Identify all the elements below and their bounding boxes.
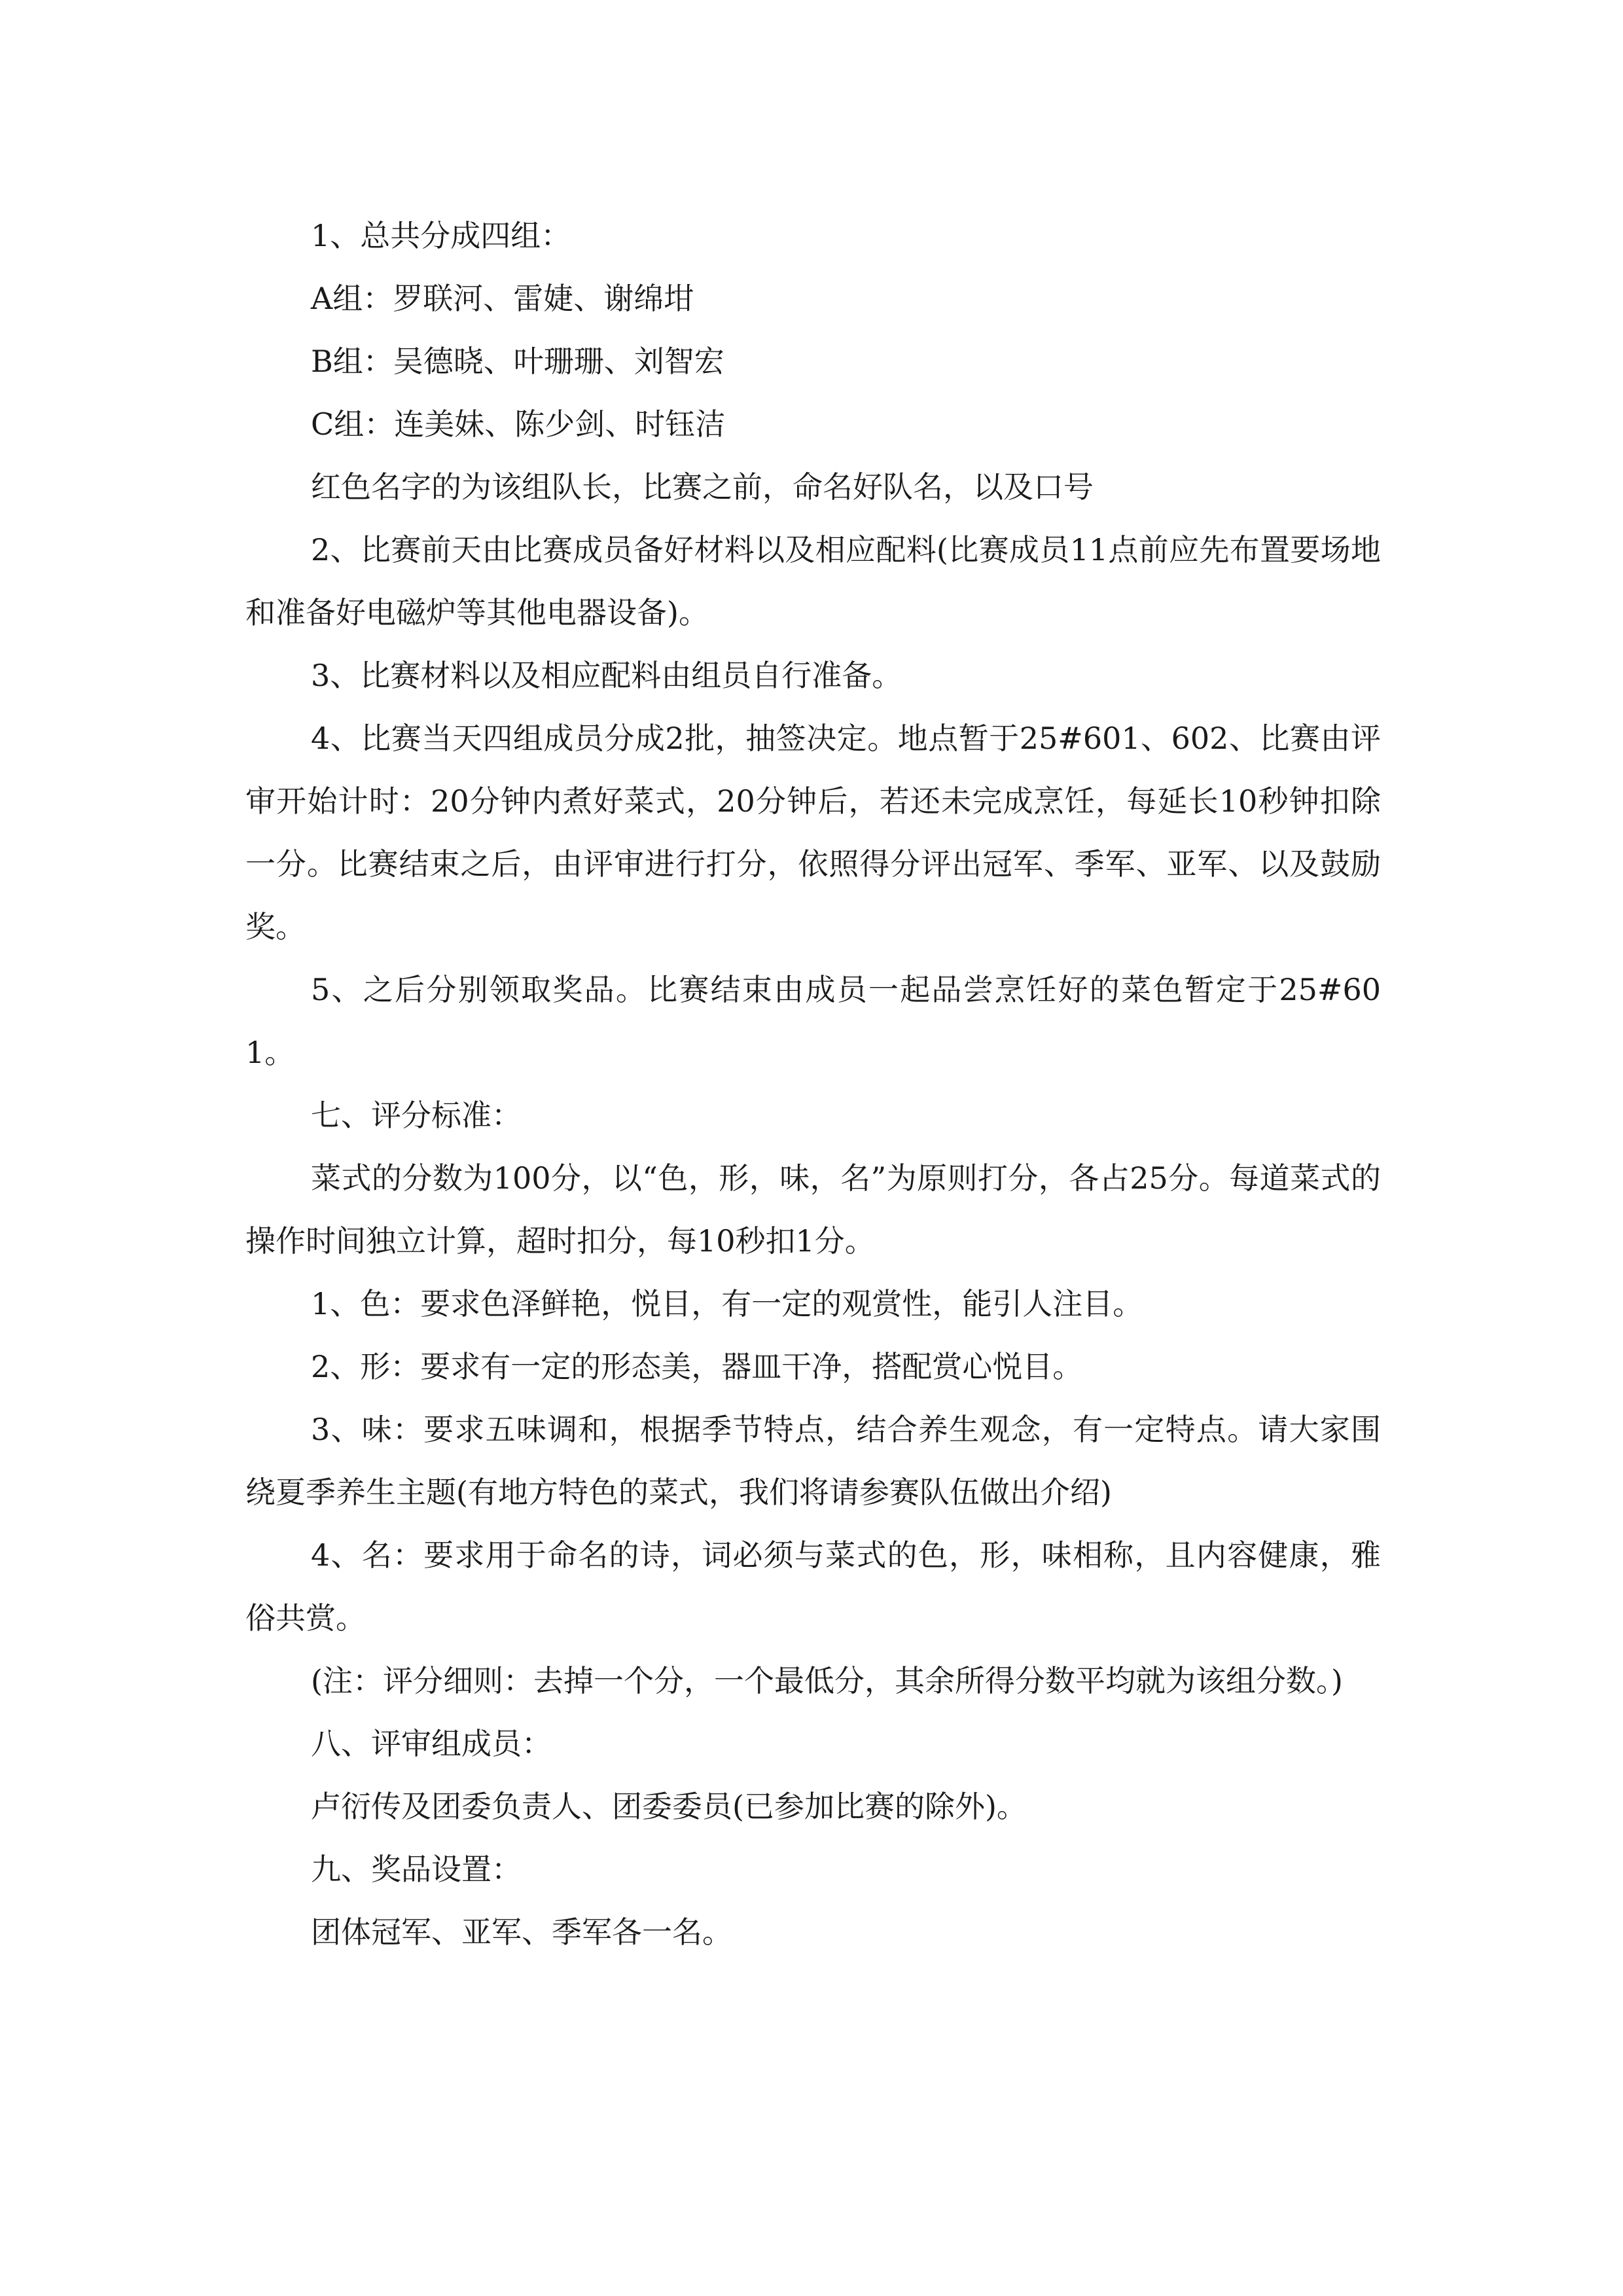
paragraph-captain-note: 红色名字的为该组队长，比赛之前，命名好队名，以及口号 (311, 469, 1094, 505)
paragraph-criterion-color: 1、色：要求色泽鲜艳，悦目，有一定的观赏性，能引人注目。 (311, 1286, 1143, 1321)
heading-judges: 八、评审组成员： (311, 1726, 552, 1761)
paragraph-group-c: C组：连美妹、陈少剑、时钰洁 (311, 406, 726, 442)
paragraph-prizes-list: 团体冠军、亚军、季军各一名。 (311, 1914, 732, 1950)
paragraph-judges-list: 卢衍传及团委负责人、团委委员(已参加比赛的除外)。 (311, 1789, 1027, 1824)
paragraph-criterion-taste: 3、味：要求五味调和，根据季节特点，结合养生观念，有一定特点。请大家围绕夏季养生主题(有地方特色的菜式，我们将请参赛队伍做出介绍) (245, 1412, 1381, 1510)
paragraph-competition-day: 4、比赛当天四组成员分成2批，抽签决定。地点暂于25#601、602、比赛由评审开始计时：20分钟内煮好菜式，20分钟后，若还未完成烹饪，每延长10秒钟扣除一分。比赛结束之后，由评审进行打分，依照得分评出冠军、季军、亚军、以及鼓励奖。 (245, 721, 1381, 944)
paragraph-criterion-name: 4、名：要求用于命名的诗，词必须与菜式的色，形，味相称，且内容健康，雅俗共赏。 (245, 1537, 1381, 1636)
paragraph-score-total: 菜式的分数为100分，以“色，形，味，名”为原则打分，各占25分。每道菜式的操作时间独立计算，超时扣分，每10秒扣1分。 (245, 1160, 1381, 1259)
heading-scoring-standard: 七、评分标准： (311, 1098, 522, 1133)
paragraph-materials-self: 3、比赛材料以及相应配料由组员自行准备。 (311, 658, 902, 693)
paragraph-materials-prep: 2、比赛前天由比赛成员备好材料以及相应配料(比赛成员11点前应先布置要场地和准备好电磁炉等其他电器设备)。 (245, 532, 1381, 630)
heading-prizes: 九、奖品设置： (311, 1852, 522, 1887)
paragraph-group-b: B组：吴德晓、叶珊珊、刘智宏 (311, 344, 724, 379)
document-body (245, 204, 1381, 1964)
paragraph-scoring-note: (注：评分细则：去掉一个分，一个最低分，其余所得分数平均就为该组分数。) (311, 1663, 1343, 1698)
paragraph-criterion-shape: 2、形：要求有一定的形态美，器皿干净，搭配赏心悦目。 (311, 1349, 1083, 1384)
paragraph-prizes-tasting: 5、之后分别领取奖品。比赛结束由成员一起品尝烹饪好的菜色暂定于25#601。 (245, 972, 1381, 1070)
paragraph-group-a: A组：罗联河、雷婕、谢绵坩 (311, 281, 694, 316)
paragraph-group-count: 1、总共分成四组： (311, 218, 571, 253)
